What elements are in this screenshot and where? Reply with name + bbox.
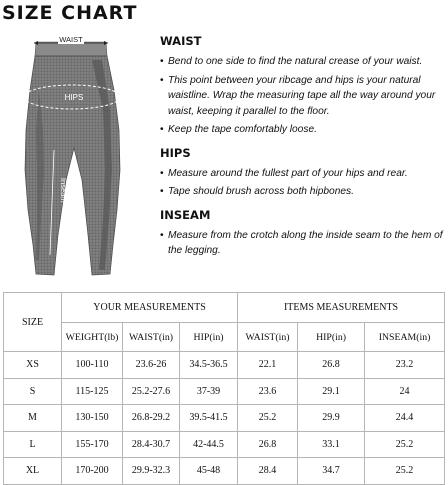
size-cell: XS: [4, 352, 62, 379]
size-chart-table: [3, 292, 445, 485]
section-heading: WAIST: [160, 34, 202, 48]
table-cell: 25.2-27.6: [123, 378, 180, 405]
instruction-item: • Bend to one side to find the natural crease of your waist.: [160, 54, 448, 70]
column-header: WEIGHT(lb): [62, 323, 123, 352]
your-measurements-header: YOUR MEASUREMENTS: [62, 293, 238, 323]
instruction-item: • Keep the tape comfortably loose.: [160, 122, 448, 138]
table-cell: 23.2: [365, 352, 445, 379]
table-cell: 33.1: [298, 431, 365, 458]
table-cell: 130-150: [62, 405, 123, 432]
table-cell: 37-39: [180, 378, 238, 405]
table-cell: 24.4: [365, 405, 445, 432]
size-column-header: SIZE: [4, 293, 62, 352]
table-cell: 42-44.5: [180, 431, 238, 458]
table-cell: 26.8: [238, 431, 298, 458]
table-cell: 25.2: [365, 431, 445, 458]
table-cell: 45-48: [180, 458, 238, 485]
section-hips: [160, 146, 448, 200]
size-cell: M: [4, 405, 62, 432]
column-header: WAIST(in): [123, 323, 180, 352]
waist-label: WAIST: [59, 35, 83, 44]
table-cell: 29.9: [298, 405, 365, 432]
section-heading: HIPS: [160, 145, 191, 160]
measurement-instructions: [160, 34, 448, 267]
table-cell: 100-110: [62, 352, 123, 379]
size-cell: S: [4, 378, 62, 405]
table-cell: 23.6-26: [123, 352, 180, 379]
instruction-item: • Measure around the fullest part of your hips and rear.: [160, 166, 448, 182]
table-cell: 28.4-30.7: [123, 431, 180, 458]
table-row: [4, 352, 445, 379]
section-waist: [160, 34, 448, 138]
column-header: WAIST(in): [238, 323, 298, 352]
table-cell: 24: [365, 378, 445, 405]
table-row: [4, 405, 445, 432]
table-cell: 39.5-41.5: [180, 405, 238, 432]
table-cell: 28.4: [238, 458, 298, 485]
section-inseam: [160, 208, 448, 259]
hips-label: HIPS: [64, 93, 84, 102]
table-cell: 34.7: [298, 458, 365, 485]
table-cell: 155-170: [62, 431, 123, 458]
table-cell: 29.9-32.3: [123, 458, 180, 485]
instruction-item: • This point between your ribcage and hips is your natural waistline. Wrap the measuring tape all the way around your waist, keeping it parallel to the floor.: [160, 73, 448, 120]
instruction-item: • Measure from the crotch along the inside seam to the hem of the legging.: [160, 228, 448, 259]
table-cell: 115-125: [62, 378, 123, 405]
table-row: [4, 378, 445, 405]
page-title: SIZE CHART: [2, 2, 138, 24]
table-row: [4, 458, 445, 485]
legging-illustration: [6, 30, 142, 284]
instruction-item: • Tape should brush across both hipbones.: [160, 184, 448, 200]
column-header: INSEAM(in): [365, 323, 445, 352]
table-cell: 25.2: [238, 405, 298, 432]
table-row: [4, 431, 445, 458]
table-cell: 23.6: [238, 378, 298, 405]
table-subheader-row: [4, 323, 445, 352]
table-header-row: [4, 293, 445, 323]
table-cell: 25.2: [365, 458, 445, 485]
table-cell: 29.1: [298, 378, 365, 405]
table-cell: 26.8-29.2: [123, 405, 180, 432]
size-cell: L: [4, 431, 62, 458]
column-header: HIP(in): [180, 323, 238, 352]
table-cell: 26.8: [298, 352, 365, 379]
inseam-label: Inseam: [59, 178, 68, 203]
size-cell: XL: [4, 458, 62, 485]
table-cell: 22.1: [238, 352, 298, 379]
table-cell: 34.5-36.5: [180, 352, 238, 379]
column-header: HIP(in): [298, 323, 365, 352]
legging-figure: [6, 30, 142, 284]
table-cell: 170-200: [62, 458, 123, 485]
section-heading: INSEAM: [160, 207, 211, 222]
items-measurements-header: ITEMS MEASUREMENTS: [238, 293, 445, 323]
